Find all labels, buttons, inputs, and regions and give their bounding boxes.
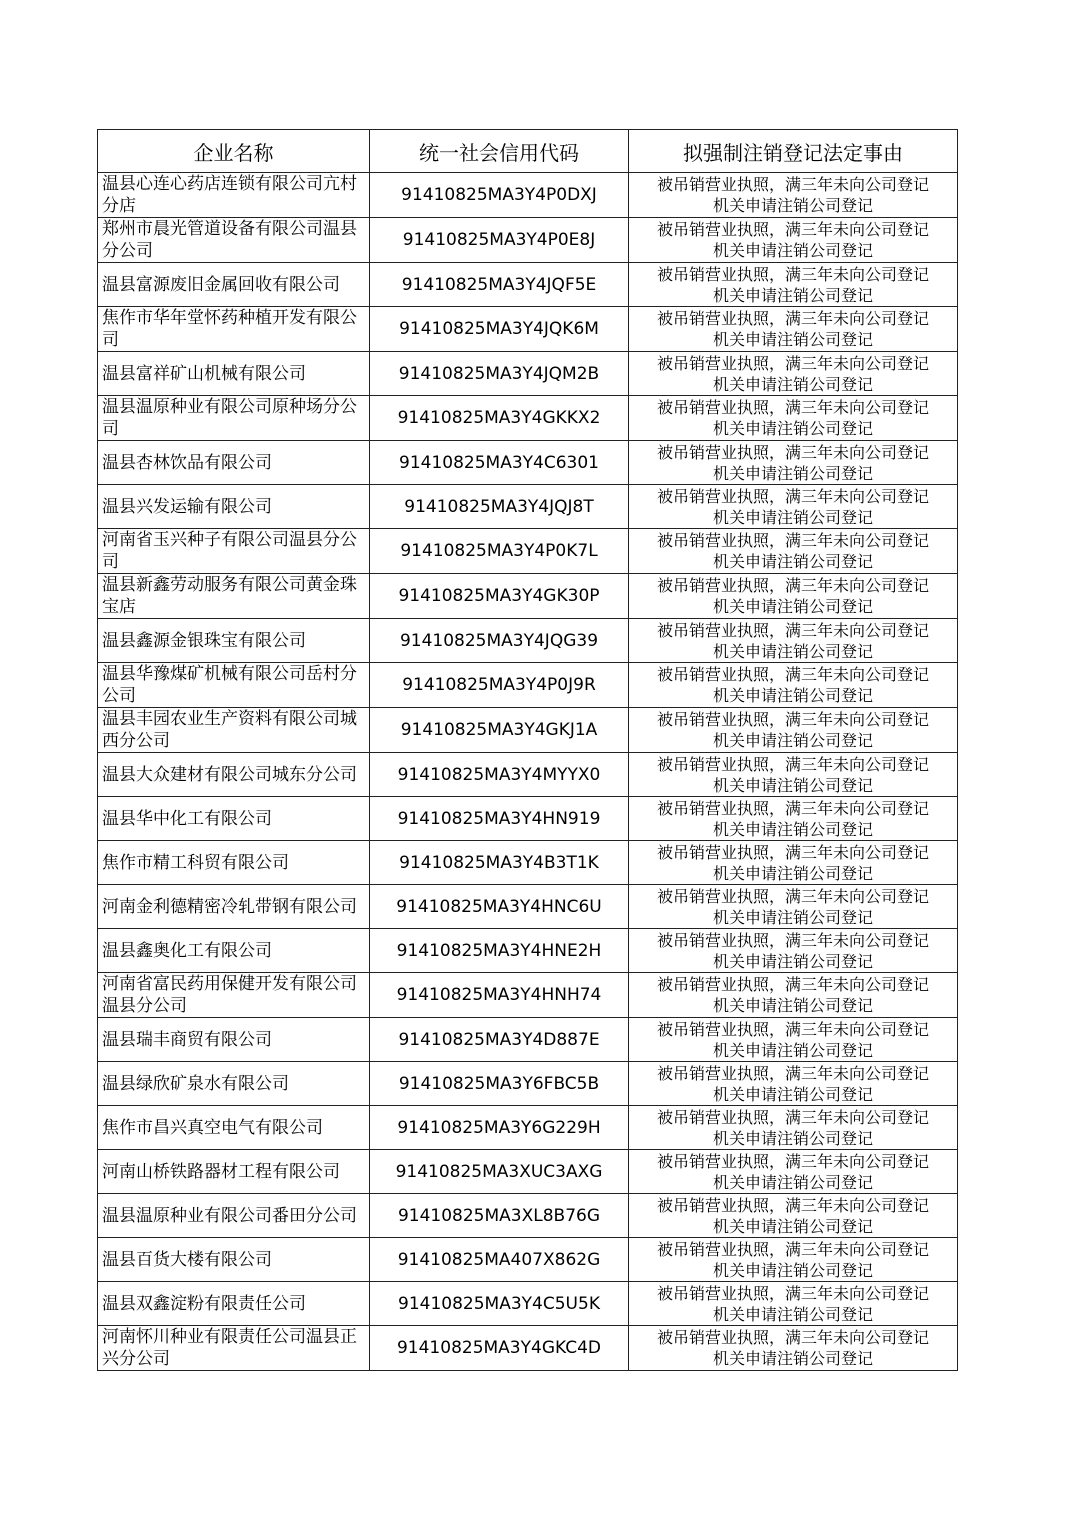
legal-reason-cell [629,529,958,574]
legal-reason-line: 机关申请注销公司登记 [712,863,873,883]
legal-reason-line: 被吊销营业执照，满三年未向公司登记 [656,1107,929,1127]
credit-code-cell: 91410825MA3Y4JQJ8T [370,485,629,529]
legal-reason-line: 机关申请注销公司登记 [712,1084,873,1104]
company-name-cell: 河南山桥铁路器材工程有限公司 [98,1150,370,1194]
legal-reason-cell [629,307,958,352]
legal-reason-line: 机关申请注销公司登记 [712,507,873,527]
table-row [98,441,958,485]
legal-reason-cell [629,1326,958,1371]
company-name-cell: 温县丰园农业生产资料有限公司城西分公司 [98,708,370,753]
credit-code-cell: 91410825MA3Y4HNC6U [370,885,629,929]
credit-code-cell: 91410825MA3Y4GKKX2 [370,396,629,441]
legal-reason-line: 机关申请注销公司登记 [712,374,873,394]
legal-reason-line: 被吊销营业执照，满三年未向公司登记 [656,398,929,417]
credit-code-cell: 91410825MA3XL8B76G [370,1194,629,1238]
legal-reason-line: 机关申请注销公司登记 [712,330,873,349]
company-name-cell: 温县大众建材有限公司城东分公司 [98,753,370,797]
table-row [98,753,958,797]
legal-reason-cell [629,841,958,885]
legal-reason-line: 被吊销营业执照，满三年未向公司登记 [656,930,929,950]
company-name-cell: 温县兴发运输有限公司 [98,485,370,529]
company-name-cell: 河南省富民药用保健开发有限公司温县分公司 [98,973,370,1018]
legal-reason-line: 被吊销营业执照，满三年未向公司登记 [656,1151,929,1171]
legal-reason-line: 机关申请注销公司登记 [712,552,873,571]
table-row [98,173,958,218]
legal-reason-line: 被吊销营业执照，满三年未向公司登记 [656,486,929,506]
company-name-cell: 焦作市精工科贸有限公司 [98,841,370,885]
company-name-cell: 温县瑞丰商贸有限公司 [98,1018,370,1062]
credit-code-cell: 91410825MA3Y4GKJ1A [370,708,629,753]
legal-reason-line: 机关申请注销公司登记 [712,285,873,305]
table-row [98,663,958,708]
credit-code-cell: 91410825MA3Y4HNH74 [370,973,629,1018]
credit-code-cell: 91410825MA3Y4JQF5E [370,263,629,307]
legal-reason-line: 机关申请注销公司登记 [712,731,873,750]
legal-reason-line: 被吊销营业执照，满三年未向公司登记 [656,1195,929,1215]
table-row [98,619,958,663]
company-name-cell: 郑州市晨光管道设备有限公司温县分公司 [98,218,370,263]
legal-reason-line: 被吊销营业执照，满三年未向公司登记 [656,842,929,862]
legal-reason-line: 机关申请注销公司登记 [712,463,873,483]
legal-reason-cell [629,663,958,708]
legal-reason-line: 机关申请注销公司登记 [712,241,873,260]
legal-reason-line: 机关申请注销公司登记 [712,419,873,438]
company-name-cell: 温县富祥矿山机械有限公司 [98,352,370,396]
table-row [98,352,958,396]
company-name-cell: 温县杏林饮品有限公司 [98,441,370,485]
credit-code-cell: 91410825MA3Y4MYYX0 [370,753,629,797]
legal-reason-line: 机关申请注销公司登记 [712,1128,873,1148]
header-legal-reason: 拟强制注销登记法定事由 [629,130,958,173]
company-name-cell: 温县鑫源金银珠宝有限公司 [98,619,370,663]
legal-reason-cell [629,1282,958,1326]
legal-reason-cell [629,173,958,218]
legal-reason-line: 被吊销营业执照，满三年未向公司登记 [656,754,929,774]
legal-reason-line: 机关申请注销公司登记 [712,1304,873,1324]
company-name-cell: 温县鑫奥化工有限公司 [98,929,370,973]
table-row [98,708,958,753]
table-row [98,1194,958,1238]
legal-reason-line: 机关申请注销公司登记 [712,686,873,705]
legal-reason-cell [629,263,958,307]
table-row [98,485,958,529]
legal-reason-line: 机关申请注销公司登记 [712,1260,873,1280]
legal-reason-cell [629,352,958,396]
legal-reason-line: 机关申请注销公司登记 [712,819,873,839]
legal-reason-line: 机关申请注销公司登记 [712,597,873,616]
credit-code-cell: 91410825MA3Y4P0K7L [370,529,629,574]
credit-code-cell: 91410825MA3Y4JQK6M [370,307,629,352]
legal-reason-cell [629,574,958,619]
company-name-cell: 温县百货大楼有限公司 [98,1238,370,1282]
company-name-cell: 焦作市昌兴真空电气有限公司 [98,1106,370,1150]
company-name-cell: 河南金利德精密冷轧带钢有限公司 [98,885,370,929]
table-row [98,1238,958,1282]
company-name-cell: 温县绿欣矿泉水有限公司 [98,1062,370,1106]
legal-reason-cell [629,929,958,973]
legal-reason-cell [629,797,958,841]
table-row [98,1018,958,1062]
table-row [98,263,958,307]
credit-code-cell: 91410825MA3Y4GK30P [370,574,629,619]
credit-code-cell: 91410825MA3Y4JQG39 [370,619,629,663]
company-name-cell: 温县富源废旧金属回收有限公司 [98,263,370,307]
legal-reason-cell [629,1062,958,1106]
legal-reason-cell [629,396,958,441]
table-row [98,1282,958,1326]
legal-reason-line: 机关申请注销公司登记 [712,1216,873,1236]
legal-reason-line: 被吊销营业执照，满三年未向公司登记 [656,531,929,550]
credit-code-cell: 91410825MA3Y4C5U5K [370,1282,629,1326]
legal-reason-cell [629,708,958,753]
table-row [98,574,958,619]
table-row [98,218,958,263]
table-row [98,1326,958,1371]
table-row [98,1062,958,1106]
table-row [98,529,958,574]
credit-code-cell: 91410825MA3Y4P0DXJ [370,173,629,218]
legal-reason-cell [629,218,958,263]
table-row [98,797,958,841]
company-name-cell: 河南怀川种业有限责任公司温县正兴分公司 [98,1326,370,1371]
legal-reason-line: 被吊销营业执照，满三年未向公司登记 [656,309,929,328]
table-row [98,396,958,441]
credit-code-cell: 91410825MA3Y4HNE2H [370,929,629,973]
credit-code-cell: 91410825MA3Y4B3T1K [370,841,629,885]
legal-reason-cell [629,753,958,797]
legal-reason-line: 被吊销营业执照，满三年未向公司登记 [656,175,929,194]
company-name-cell: 温县华豫煤矿机械有限公司岳村分公司 [98,663,370,708]
legal-reason-cell [629,1194,958,1238]
company-name-cell: 温县温原种业有限公司原种场分公司 [98,396,370,441]
legal-reason-line: 机关申请注销公司登记 [712,775,873,795]
company-name-cell: 温县新鑫劳动服务有限公司黄金珠宝店 [98,574,370,619]
legal-reason-cell [629,441,958,485]
legal-reason-cell [629,885,958,929]
credit-code-cell: 91410825MA3XUC3AXG [370,1150,629,1194]
legal-reason-line: 被吊销营业执照，满三年未向公司登记 [656,620,929,640]
credit-code-cell: 91410825MA3Y6G229H [370,1106,629,1150]
credit-code-cell: 91410825MA407X862G [370,1238,629,1282]
credit-code-cell: 91410825MA3Y4D887E [370,1018,629,1062]
legal-reason-line: 被吊销营业执照，满三年未向公司登记 [656,1063,929,1083]
legal-reason-line: 被吊销营业执照，满三年未向公司登记 [656,798,929,818]
deregistration-table [97,129,958,1371]
header-company-name: 企业名称 [98,130,370,173]
table-row [98,307,958,352]
legal-reason-line: 被吊销营业执照，满三年未向公司登记 [656,442,929,462]
legal-reason-line: 被吊销营业执照，满三年未向公司登记 [656,886,929,906]
credit-code-cell: 91410825MA3Y4JQM2B [370,352,629,396]
legal-reason-line: 被吊销营业执照，满三年未向公司登记 [656,576,929,595]
legal-reason-cell [629,619,958,663]
legal-reason-line: 机关申请注销公司登记 [712,641,873,661]
legal-reason-line: 被吊销营业执照，满三年未向公司登记 [656,1019,929,1039]
credit-code-cell: 91410825MA3Y4C6301 [370,441,629,485]
legal-reason-cell [629,973,958,1018]
company-name-cell: 温县温原种业有限公司番田分公司 [98,1194,370,1238]
company-name-cell: 河南省玉兴种子有限公司温县分公司 [98,529,370,574]
legal-reason-line: 机关申请注销公司登记 [712,907,873,927]
legal-reason-line: 被吊销营业执照，满三年未向公司登记 [656,220,929,239]
credit-code-cell: 91410825MA3Y4P0E8J [370,218,629,263]
legal-reason-cell [629,1018,958,1062]
legal-reason-line: 机关申请注销公司登记 [712,1040,873,1060]
company-name-cell: 温县心连心药店连锁有限公司亢村分店 [98,173,370,218]
legal-reason-line: 被吊销营业执照，满三年未向公司登记 [656,1283,929,1303]
company-name-cell: 焦作市华年堂怀药种植开发有限公司 [98,307,370,352]
legal-reason-cell [629,1106,958,1150]
legal-reason-line: 被吊销营业执照，满三年未向公司登记 [656,264,929,284]
table-header-row [98,130,958,173]
legal-reason-line: 被吊销营业执照，满三年未向公司登记 [656,1328,929,1347]
legal-reason-line: 机关申请注销公司登记 [712,1349,873,1368]
table-row [98,885,958,929]
table-row [98,1106,958,1150]
table-row [98,1150,958,1194]
table-body [98,173,958,1371]
legal-reason-line: 机关申请注销公司登记 [712,996,873,1015]
legal-reason-line: 机关申请注销公司登记 [712,196,873,215]
company-name-cell: 温县双鑫淀粉有限责任公司 [98,1282,370,1326]
legal-reason-line: 被吊销营业执照，满三年未向公司登记 [656,1239,929,1259]
legal-reason-line: 被吊销营业执照，满三年未向公司登记 [656,665,929,684]
table-row [98,973,958,1018]
company-name-cell: 温县华中化工有限公司 [98,797,370,841]
legal-reason-line: 机关申请注销公司登记 [712,951,873,971]
credit-code-cell: 91410825MA3Y4HN919 [370,797,629,841]
table-row [98,929,958,973]
legal-reason-cell [629,1150,958,1194]
legal-reason-line: 被吊销营业执照，满三年未向公司登记 [656,710,929,729]
legal-reason-cell [629,485,958,529]
legal-reason-cell [629,1238,958,1282]
credit-code-cell: 91410825MA3Y4P0J9R [370,663,629,708]
credit-code-cell: 91410825MA3Y4GKC4D [370,1326,629,1371]
header-credit-code: 统一社会信用代码 [370,130,629,173]
credit-code-cell: 91410825MA3Y6FBC5B [370,1062,629,1106]
table-row [98,841,958,885]
legal-reason-line: 被吊销营业执照，满三年未向公司登记 [656,975,929,994]
legal-reason-line: 被吊销营业执照，满三年未向公司登记 [656,353,929,373]
legal-reason-line: 机关申请注销公司登记 [712,1172,873,1192]
